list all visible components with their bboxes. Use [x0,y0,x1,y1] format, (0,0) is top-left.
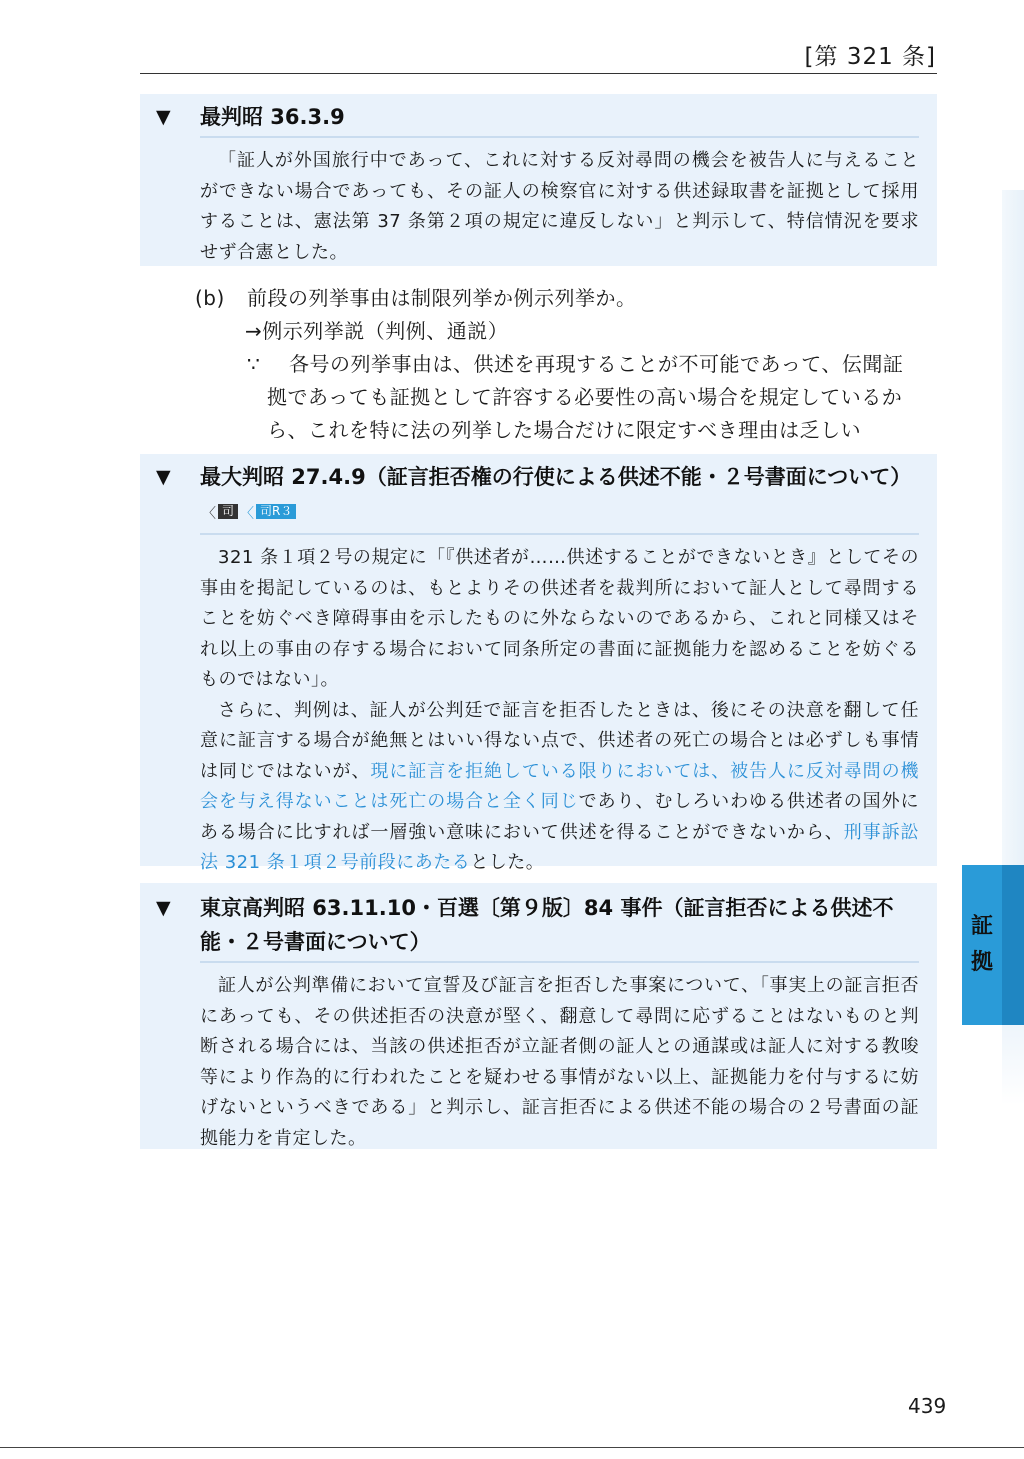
case-title-1 [156,100,919,138]
case-box-1 [140,94,937,266]
chapter-thumb-tab[interactable] [962,865,1024,1025]
triangle-down-icon: ▼ [156,466,171,488]
case-body-1: 「証人が外国旅行中であって、これに対する反対尋問の機会を被告人に与えることができない場合であっても、その証人の検察官に対する供述録取書を証拠として採用することは、憲法第 37 条第２項の規定に違反しない」と判示して、特信情況を要求せず合憲とした。 [200,150,919,263]
exam-tag-shi: 司 [218,504,238,519]
case-title-text: 東京高判昭 63.11.10・百選〔第９版〕84 事件（証言拒否による供述不能・２号書面について） [200,896,894,954]
para2-highlight-2: 刑事訴訟法 321 条１項２号前段にあたる [200,821,920,873]
case-body-2-para2 [200,696,919,879]
para2-text-c: とした。 [470,852,545,873]
para2-highlight-1: 現に証言を拒絶している限りにおいては、被告人に反対尋問の機会を与え得ないことは死亡の場合と全く同じ [200,760,920,812]
section-b [195,282,940,447]
case-box-2 [140,454,937,873]
exam-tag-shi-r3: 司R３ [256,504,296,519]
chevron-left-icon: 〈 [240,506,255,522]
triangle-down-icon: ▼ [156,106,171,128]
section-b-marker: (b) [195,286,225,310]
section-b-answer: →例示列挙説（判例、通説） [245,319,509,343]
because-mark: ∵ [247,352,261,376]
section-b-question-row [195,282,940,315]
case-title-text: 最判昭 36.3.9 [200,105,345,129]
side-margin-gradient [1002,1025,1024,1105]
chapter-tab-char-1: 証 [970,914,993,939]
case-title-2 [156,460,919,535]
case-box-3 [140,883,937,1149]
section-b-question: 前段の列挙事由は制限列挙か例示列挙か。 [247,286,637,310]
para2-text-a: さらに、判例は、証人が公判廷で証言を拒否したときは、後にその決意を翻して任意に証言する場合が絶無とはいい得ない点で、供述者の死亡の場合とは必ずしも事情は同じではないが、 [200,699,919,782]
para2-text-b: であり、むしろいわゆる供述者の国外にある場合に比すれば一層強い意味において供述を得ることができないから、 [200,791,920,843]
side-margin-gradient [1002,190,1024,865]
section-b-reason-first [195,348,940,381]
triangle-down-icon: ▼ [156,897,171,919]
bottom-rule [0,1447,1024,1448]
chapter-tab-char-2: 拠 [970,950,993,975]
case-title-text: 最大判昭 27.4.9（証言拒否権の行使による供述不能・２号書面について） [200,465,912,489]
header-rule [140,73,937,74]
reason-first-text: 各号の列挙事由は、供述を再現することが不可能であって、伝聞証 [289,352,904,376]
section-header: [第 321 条] [804,44,936,70]
page-number: 439 [908,1394,947,1418]
case-body-2-para1: 321 条１項２号の規定に「『供述者が……供述することができないとき』としてその事由を掲記しているのは、もとよりその供述者を裁判所において証人として尋問することを妨ぐべき障碍事由を示したものに外ならないのであるから、これと同様又はそれ以上の事由の存する場合において同条所定の書面に証拠能力を認めることを妨ぐるものではない」。 [200,547,919,690]
chevron-left-icon: 〈 [202,506,216,522]
case-title-3 [156,891,919,963]
section-b-reason-rest: 拠であっても証拠として許容する必要性の高い場合を規定しているから、これを特に法の列挙した場合だけに限定すべき理由は乏しい [267,385,903,442]
case-body-3: 証人が公判準備において宣誓及び証言を拒否した事案について、「事実上の証言拒否にあっても、その供述拒否の決意が堅く、翻意して尋問に応ずることはないものと判断される場合には、当該の供述拒否が立証者側の証人との通謀或は証人に対する教唆等により作為的に行われたことを疑わせる事情がない以上、証拠能力を付与するに妨げないというべきである」と判示し、証言拒否による供述不能の場合の２号書面の証拠能力を肯定した。 [200,975,919,1149]
